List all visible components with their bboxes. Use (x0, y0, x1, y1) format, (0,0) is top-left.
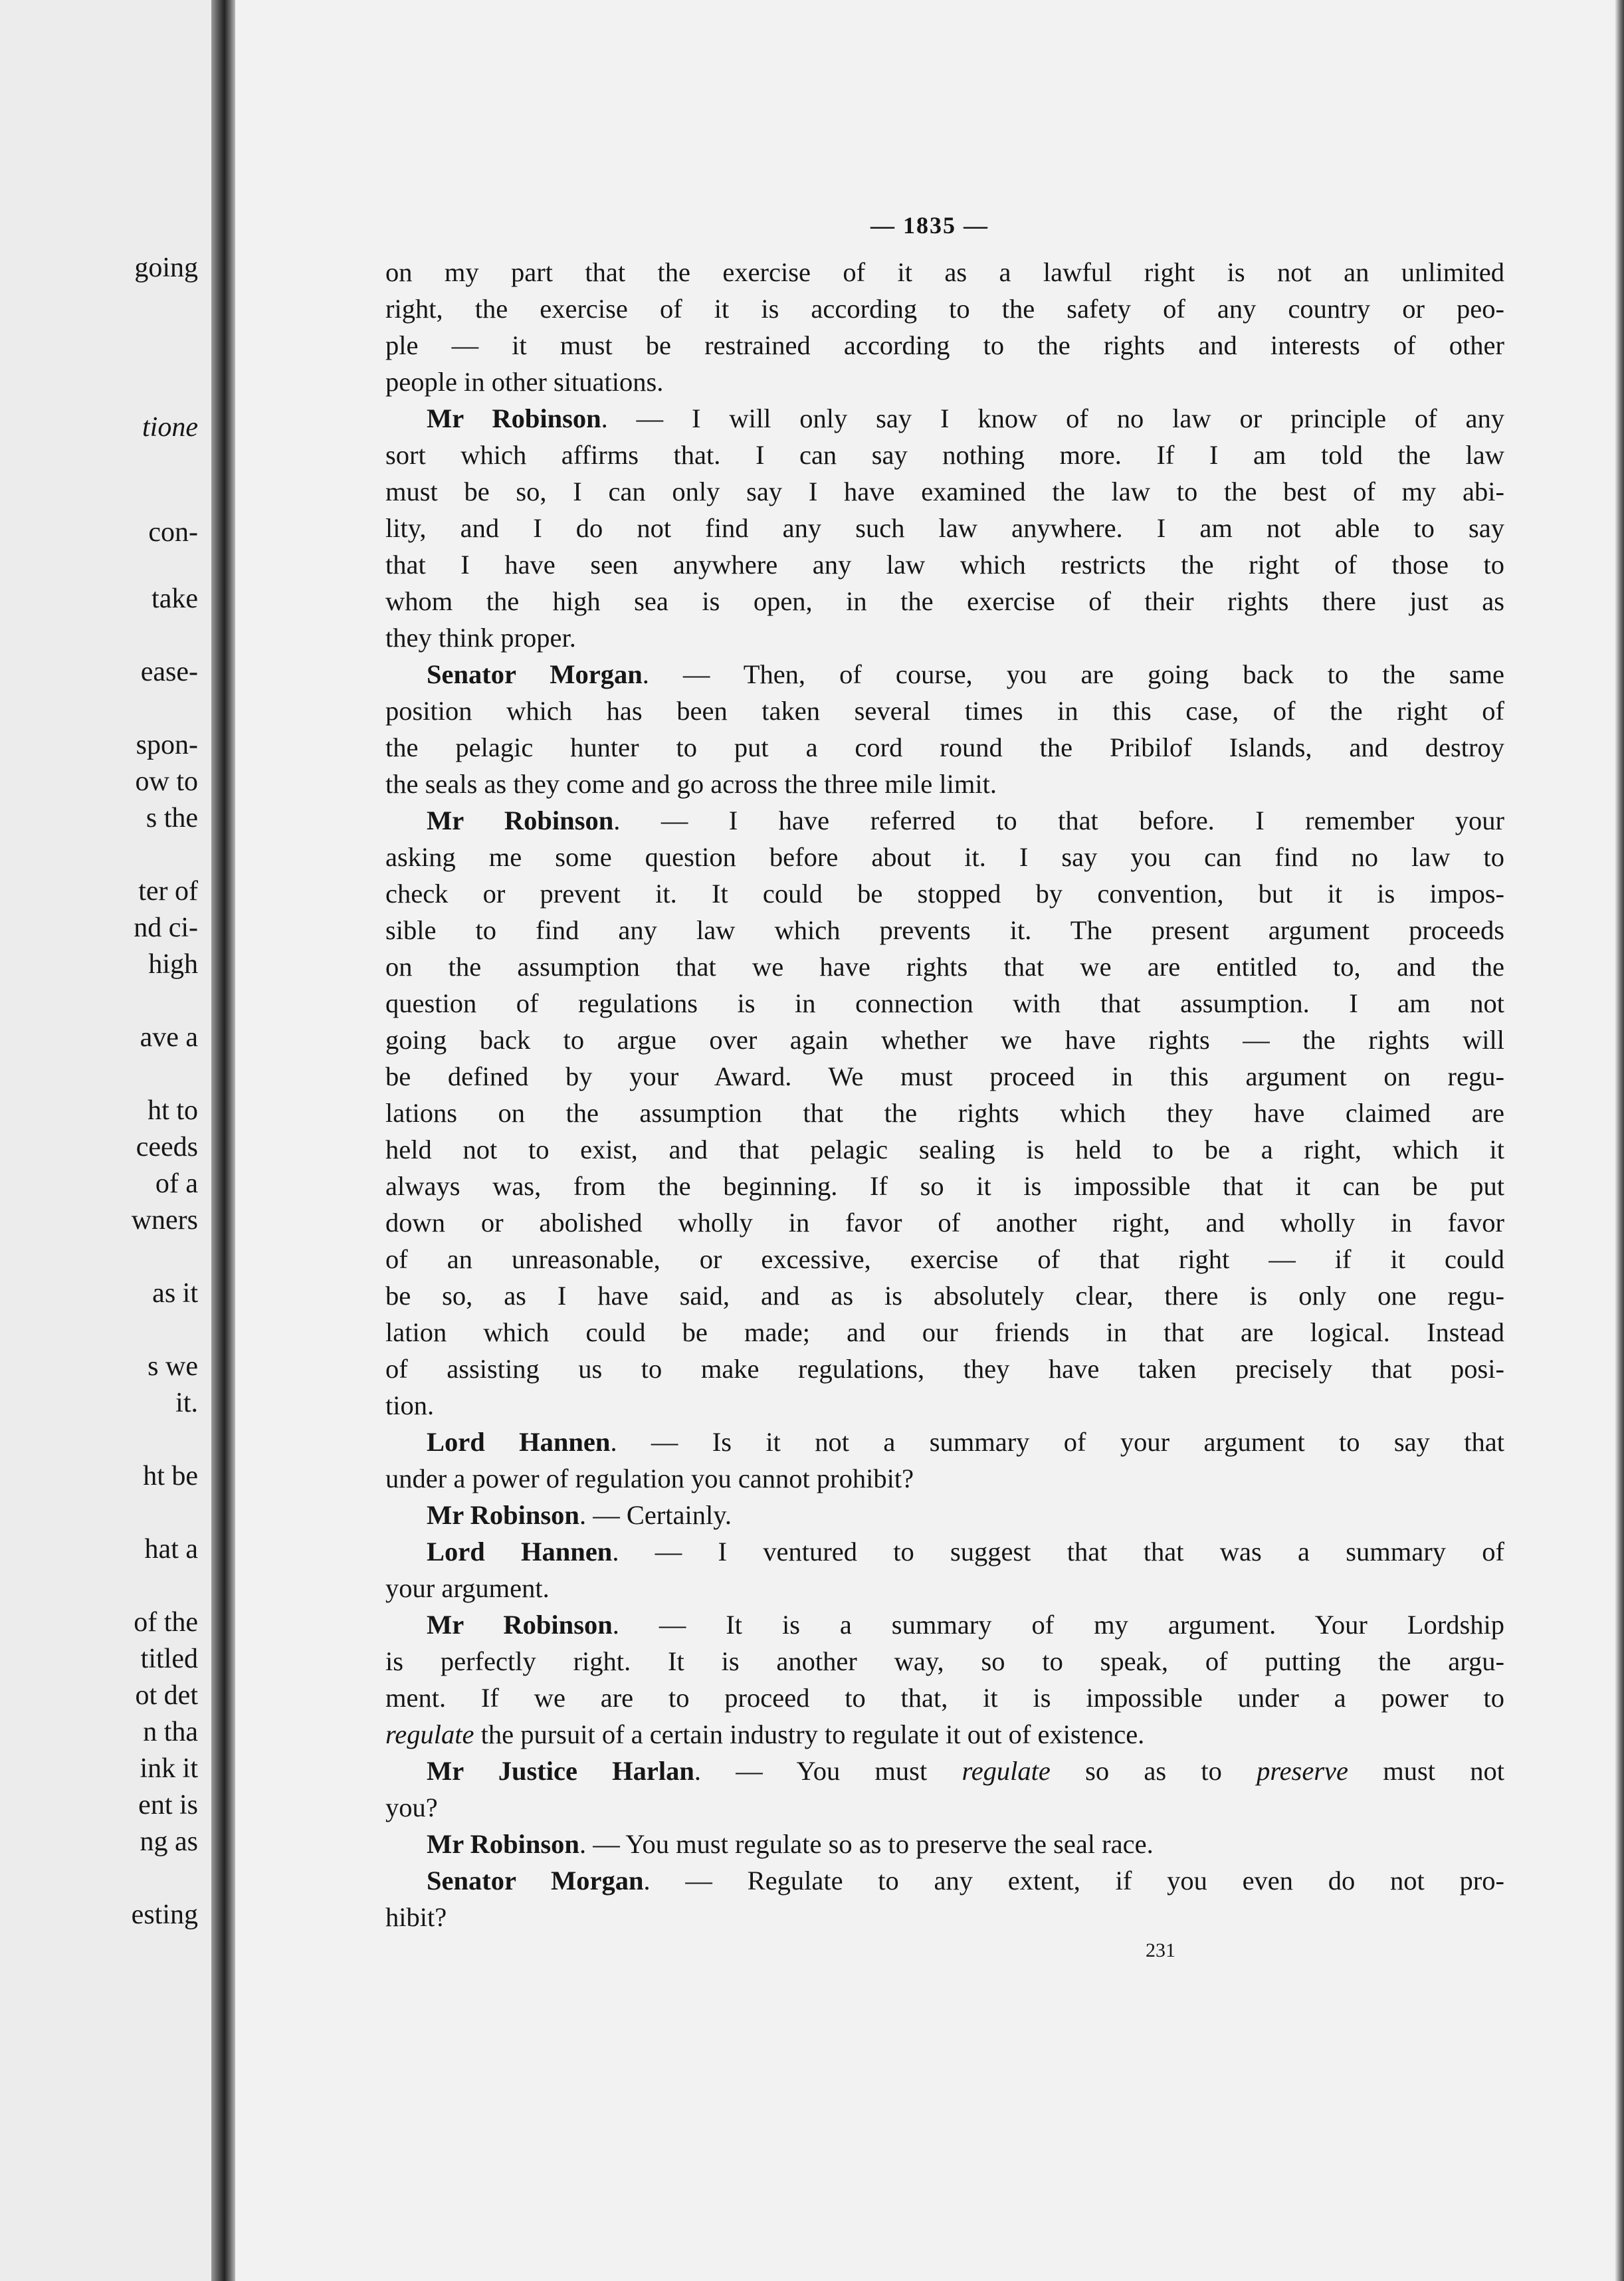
text-line (385, 839, 1504, 875)
line-text: always was, from the beginning. If so it is impossible that it can be put (385, 1171, 1504, 1201)
line-text: tion. (385, 1390, 435, 1420)
text-line (385, 1899, 1504, 1935)
text-line (385, 1241, 1504, 1277)
line-text: whom the high sea is open, in the exercise of their rights there just as (385, 586, 1504, 616)
text-line (385, 1570, 1504, 1606)
page-edge-shadow (1615, 0, 1624, 2281)
line-text: people in other situations. (385, 367, 664, 397)
line-text: . — Is it not a summary of your argument to say that (610, 1427, 1504, 1457)
left-page-text-fragment: ow to (135, 766, 198, 797)
line-text: hibit? (385, 1902, 447, 1932)
book-gutter (211, 0, 235, 2281)
left-page-text-fragment: take (152, 584, 198, 614)
left-page-text-fragment: as it (152, 1278, 198, 1309)
line-text: . — Regulate to any extent, if you even do not pro- (643, 1866, 1504, 1896)
line-text: ple — it must be restrained according to the rights and interests of other (385, 330, 1504, 360)
left-page-text-fragment: going (134, 253, 198, 283)
speaker-name: Mr Justice Harlan (427, 1756, 694, 1786)
text-line (385, 1826, 1504, 1862)
text-line (385, 1862, 1504, 1899)
line-text: lations on the assumption that the rights which they have claimed are (385, 1098, 1504, 1128)
speaker-name: Senator Morgan (427, 1866, 644, 1896)
left-page-text-fragment: of the (134, 1607, 198, 1638)
text-line (385, 1789, 1504, 1826)
text-line (385, 656, 1504, 693)
left-page-text-fragment: titled (140, 1644, 198, 1674)
line-text: position which has been taken several times in this case, of the right of (385, 696, 1504, 726)
text-line (385, 1277, 1504, 1314)
line-text: lity, and I do not find any such law anywhere. I am not able to say (385, 513, 1504, 543)
line-text: . — You must regulate so as to preserve the seal race. (579, 1829, 1154, 1859)
line-text: on the assumption that we have rights that we are entitled to, and the (385, 952, 1504, 982)
line-text: must not (1348, 1756, 1504, 1786)
text-line (385, 473, 1504, 510)
left-page-text-fragment: high (148, 949, 198, 980)
line-text: is perfectly right. It is another way, so to speak, of putting the argu- (385, 1646, 1504, 1676)
text-line (385, 1022, 1504, 1058)
line-text: the pelagic hunter to put a cord round the Pribilof Islands, and destroy (385, 732, 1504, 762)
line-text: under a power of regulation you cannot prohibit? (385, 1464, 914, 1493)
line-text: the pursuit of a certain industry to regulate it out of existence. (474, 1719, 1145, 1749)
line-text: of assisting us to make regulations, they have taken precisely that posi- (385, 1354, 1504, 1384)
text-line (385, 1131, 1504, 1168)
text-line (385, 693, 1504, 729)
text-line (385, 1680, 1504, 1716)
left-page-text-fragment: con- (148, 517, 198, 548)
line-text: right, the exercise of it is according to the safety of any country or peo- (385, 294, 1504, 324)
page-header: — 1835 — (870, 212, 989, 239)
line-text: they think proper. (385, 623, 576, 653)
text-line (385, 1606, 1504, 1643)
text-line (385, 1533, 1504, 1570)
left-page-text-fragment: ter of (138, 876, 198, 907)
line-text: that I have seen anywhere any law which restricts the right of those to (385, 550, 1504, 580)
italic-text: regulate (962, 1756, 1051, 1786)
speaker-name: Lord Hannen (427, 1427, 611, 1457)
line-text: on my part that the exercise of it as a lawful right is not an unlimited (385, 257, 1504, 287)
left-page-text-fragment: ave a (140, 1022, 198, 1053)
text-line (385, 1058, 1504, 1095)
left-page-text-fragment: ink it (140, 1753, 198, 1784)
left-page-text-fragment: ease- (140, 657, 198, 687)
left-page-text-fragment: tione (142, 412, 198, 443)
text-line (385, 1387, 1504, 1424)
italic-text: regulate (385, 1719, 474, 1749)
line-text: asking me some question before about it. I say you can find no law to (385, 842, 1504, 872)
text-line (385, 948, 1504, 985)
left-page-text-fragment: esting (131, 1900, 198, 1930)
text-line (385, 802, 1504, 839)
line-text: be so, as I have said, and as is absolutely clear, there is only one regu- (385, 1281, 1504, 1311)
line-text: . — Certainly. (579, 1500, 732, 1530)
text-line (385, 875, 1504, 912)
speaker-name: Senator Morgan (427, 659, 643, 689)
line-text: . — I will only say I know of no law or principle of any (601, 403, 1504, 433)
speaker-name: Mr Robinson (427, 403, 601, 433)
left-page-text-fragment: hat a (144, 1534, 198, 1565)
left-page-text-fragment: it. (175, 1388, 198, 1418)
text-line (385, 619, 1504, 656)
line-text: you? (385, 1792, 438, 1822)
text-line (385, 1716, 1504, 1753)
left-page-text-fragment: ent is (138, 1790, 198, 1820)
text-line (385, 1095, 1504, 1131)
speaker-name: Mr Robinson (427, 1610, 613, 1640)
text-line (385, 364, 1504, 400)
left-page-text-fragment: ht be (143, 1461, 198, 1491)
line-text: . — It is a summary of my argument. Your Lordship (612, 1610, 1504, 1640)
speaker-name: Mr Robinson (427, 1500, 579, 1530)
text-line (385, 546, 1504, 583)
text-line (385, 583, 1504, 619)
line-text: going back to argue over again whether we have rights — the rights will (385, 1025, 1504, 1055)
text-line (385, 510, 1504, 546)
line-text: of an unreasonable, or excessive, exercise of that right — if it could (385, 1244, 1504, 1274)
left-page-text-fragment: s the (146, 803, 198, 833)
italic-text: preserve (1257, 1756, 1349, 1786)
text-line (385, 912, 1504, 948)
line-text: . — I have referred to that before. I remember your (613, 806, 1504, 835)
left-page-text-fragment: n tha (143, 1717, 198, 1747)
line-text: question of regulations is in connection with that assumption. I am not (385, 988, 1504, 1018)
text-line (385, 1314, 1504, 1351)
text-line (385, 1643, 1504, 1680)
line-text: . — I ventured to suggest that that was a summary of (612, 1537, 1504, 1567)
speaker-name: Lord Hannen (427, 1537, 613, 1567)
line-text: so as to (1050, 1756, 1257, 1786)
line-text: must be so, I can only say I have examined the law to the best of my abi- (385, 477, 1504, 506)
line-text: the seals as they come and go across the three mile limit. (385, 769, 997, 799)
line-text: held not to exist, and that pelagic sealing is held to be a right, which it (385, 1135, 1504, 1164)
left-page-text-fragment: ng as (140, 1826, 198, 1857)
line-text: sible to find any law which prevents it. The present argument proceeds (385, 915, 1504, 945)
transcript-body (385, 254, 1504, 1935)
text-line (385, 1168, 1504, 1204)
line-text: ment. If we are to proceed to that, it is impossible under a power to (385, 1683, 1504, 1713)
line-text: check or prevent it. It could be stopped by convention, but it is impos- (385, 879, 1504, 909)
left-page-text-fragment: spon- (136, 730, 198, 760)
speaker-name: Mr Robinson (427, 1829, 579, 1859)
speaker-name: Mr Robinson (427, 806, 614, 835)
page-number: 231 (1146, 1939, 1175, 1961)
text-line (385, 400, 1504, 437)
line-text: . — Then, of course, you are going back to the same (642, 659, 1504, 689)
text-line (385, 1460, 1504, 1497)
text-line (385, 1497, 1504, 1533)
line-text: lation which could be made; and our friends in that are logical. Instead (385, 1317, 1504, 1347)
left-page-text-fragment: nd ci- (134, 913, 198, 943)
text-line (385, 1351, 1504, 1387)
text-line (385, 1204, 1504, 1241)
text-line (385, 729, 1504, 766)
text-line (385, 327, 1504, 364)
left-page-text-fragment: ot det (135, 1680, 198, 1711)
left-page-text-fragment: ceeds (136, 1132, 198, 1162)
text-line (385, 766, 1504, 802)
left-page-text-fragment: s we (148, 1351, 198, 1382)
left-page-text-fragment: of a (155, 1168, 198, 1199)
text-line (385, 437, 1504, 473)
line-text: be defined by your Award. We must proceed in this argument on regu- (385, 1061, 1504, 1091)
line-text: down or abolished wholly in favor of another right, and wholly in favor (385, 1208, 1504, 1238)
left-page-text-fragment: ht to (148, 1095, 198, 1126)
text-line (385, 985, 1504, 1022)
right-page (235, 0, 1624, 2281)
text-line (385, 290, 1504, 327)
left-page-text-fragment: wners (131, 1205, 198, 1236)
left-page-fragment (0, 0, 211, 2281)
line-text: sort which affirms that. I can say nothing more. If I am told the law (385, 440, 1504, 470)
text-line (385, 1424, 1504, 1460)
line-text: . — You must (694, 1756, 962, 1786)
line-text: your argument. (385, 1573, 550, 1603)
text-line (385, 1753, 1504, 1789)
text-line (385, 254, 1504, 290)
